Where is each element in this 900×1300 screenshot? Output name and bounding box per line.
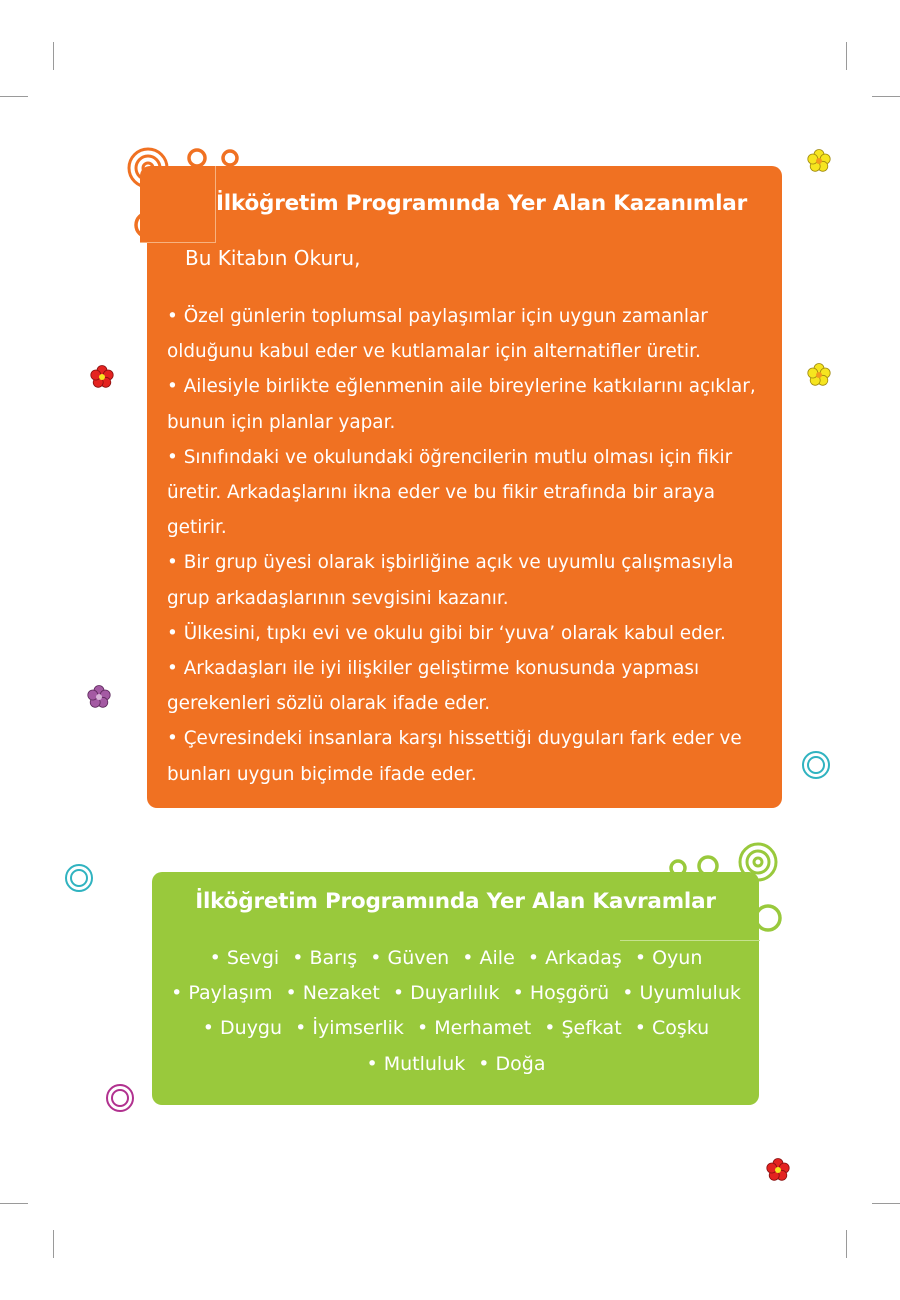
crop-mark — [872, 1203, 900, 1204]
concept-item: • Paylaşım — [171, 982, 272, 1004]
crop-mark — [0, 96, 28, 97]
magenta-ring-icon — [104, 1082, 136, 1114]
crop-mark — [872, 96, 900, 97]
concept-item: • Oyun — [635, 947, 703, 969]
yellow-flower-icon — [806, 362, 832, 388]
teal-ring-icon — [800, 749, 832, 781]
outcome-item: • Ülkesini, tıpkı evi ve okulu gibi bir ‘yuva’ olarak kabul eder. — [167, 616, 779, 651]
concept-item: • Merhamet — [417, 1017, 531, 1039]
concept-item: • Şefkat — [544, 1017, 621, 1039]
concept-item: • Doğa — [478, 1053, 545, 1075]
concept-item: • Güven — [370, 947, 449, 969]
concept-item: • Barış — [292, 947, 357, 969]
concept-item: • Coşku — [635, 1017, 710, 1039]
concepts-list — [160, 941, 752, 1082]
red-flower-icon — [89, 364, 115, 390]
outcome-item: • Çevresindeki insanlara karşı hissettiği duyguları fark eder ve bunları uygun biçimde ifade eder. — [167, 721, 779, 791]
concept-item: • İyimserlik — [295, 1017, 404, 1039]
outcome-item: • Özel günlerin toplumsal paylaşımlar için uygun zamanlar olduğunu kabul eder ve kutlamalar için alternatifler üretir. — [167, 299, 779, 369]
purple-flower-icon — [86, 684, 112, 710]
concept-item: • Aile — [462, 947, 515, 969]
concept-item: • Nezaket — [286, 982, 380, 1004]
outcomes-panel-tab — [140, 166, 216, 243]
crop-mark — [846, 42, 847, 70]
concept-item: • Uyumluluk — [622, 982, 741, 1004]
concept-item: • Sevgi — [210, 947, 280, 969]
concept-item: • Arkadaş — [528, 947, 622, 969]
outcome-item: • Bir grup üyesi olarak işbirliğine açık ve uyumlu çalışmasıyla grup arkadaşlarının sevgisini kazanır. — [167, 545, 779, 615]
crop-mark — [846, 1230, 847, 1258]
reader-greeting: Bu Kitabın Okuru, — [185, 246, 361, 270]
concept-item: • Duygu — [203, 1017, 282, 1039]
outcomes-title: İlköğretim Programında Yer Alan Kazanımlar — [216, 191, 747, 216]
concept-item: • Duyarlılık — [393, 982, 500, 1004]
concept-item: • Mutluluk — [366, 1053, 465, 1075]
outcome-item: • Arkadaşları ile iyi ilişkiler geliştirme konusunda yapması gerekenleri sözlü olarak ifade eder. — [167, 651, 779, 721]
red-flower-icon — [765, 1157, 791, 1183]
outcomes-list — [167, 299, 779, 792]
crop-mark — [53, 42, 54, 70]
outcome-item: • Sınıfındaki ve okulundaki öğrencilerin mutlu olması için fikir üretir. Arkadaşlarını ikna eder ve bu fikir etrafında bir araya getirir. — [167, 440, 779, 546]
yellow-flower-icon — [806, 148, 832, 174]
concepts-title: İlköğretim Programında Yer Alan Kavramlar — [195, 889, 716, 914]
crop-mark — [53, 1230, 54, 1258]
concept-item: • Hoşgörü — [513, 982, 610, 1004]
crop-mark — [0, 1203, 28, 1204]
outcome-item: • Ailesiyle birlikte eğlenmenin aile bireylerine katkılarını açıklar, bunun için planlar yapar. — [167, 369, 779, 439]
teal-ring-icon — [63, 862, 95, 894]
